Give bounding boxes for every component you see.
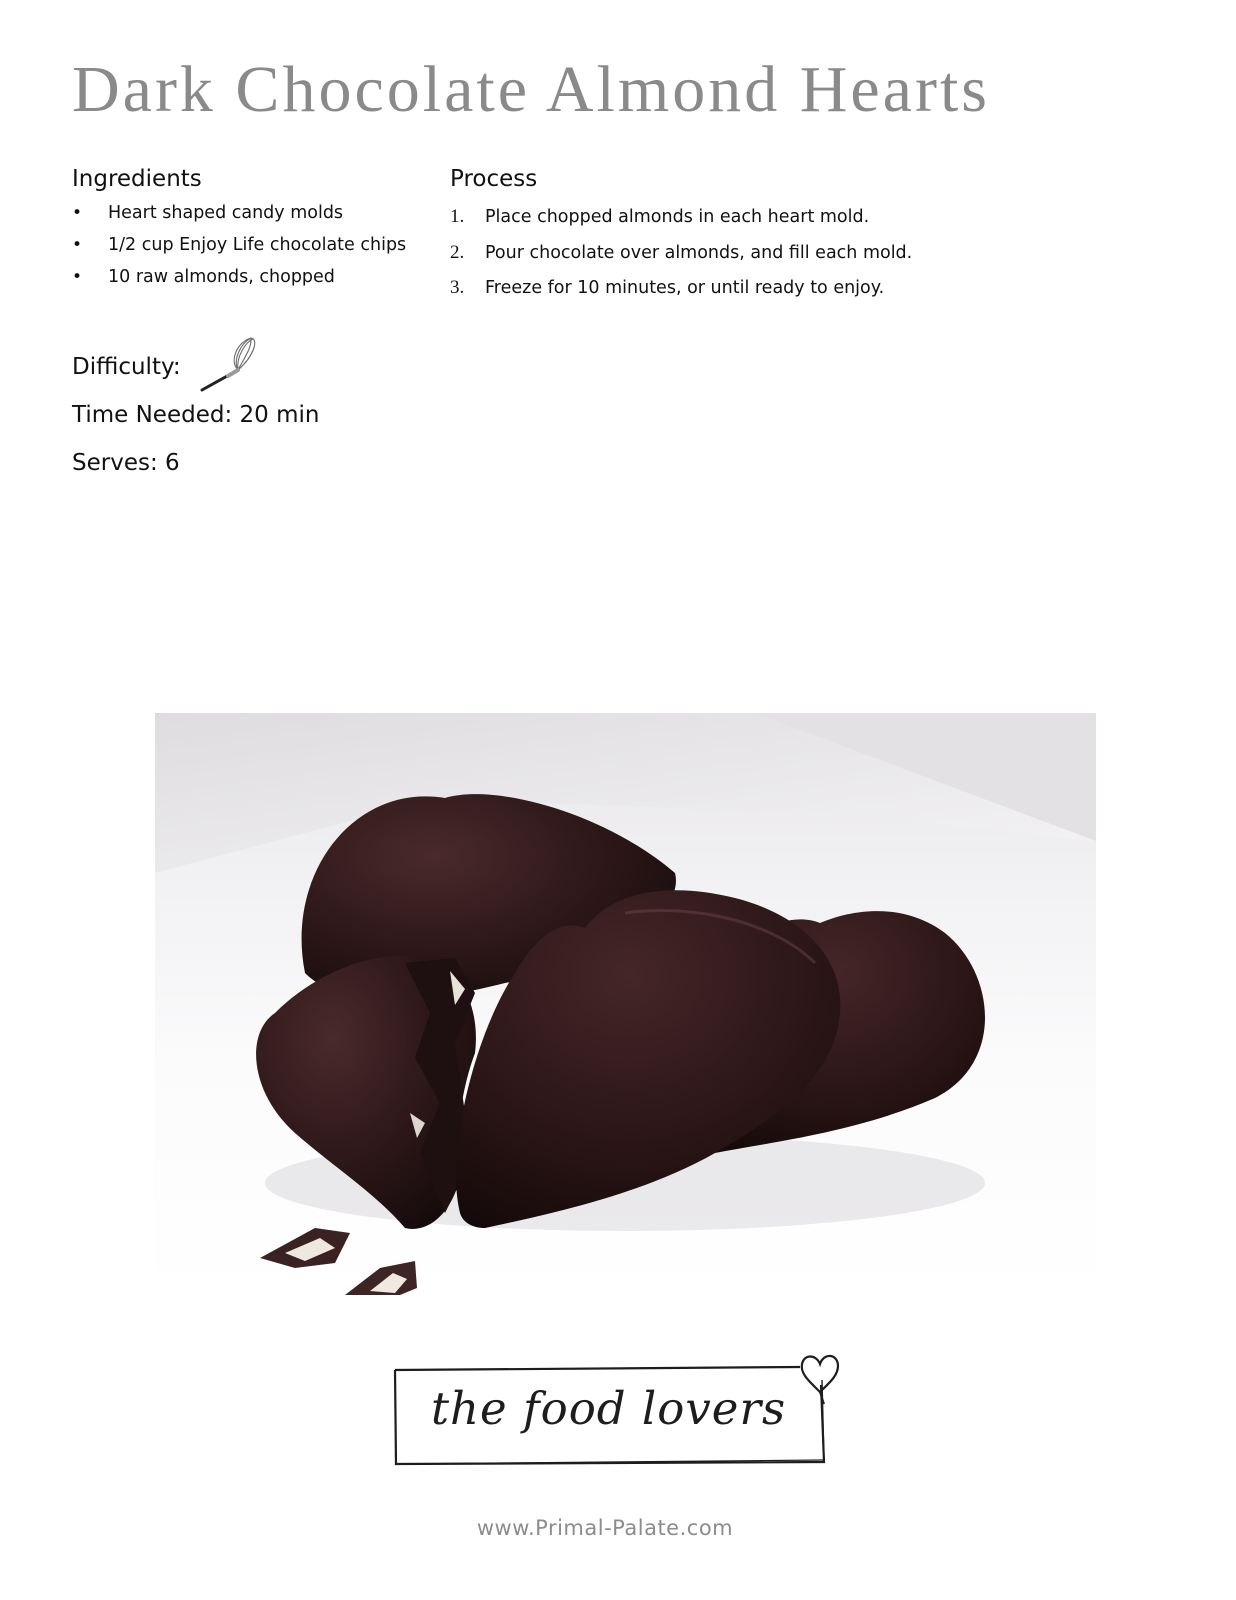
ingredient-text: 1/2 cup Enjoy Life chocolate chips [108, 235, 407, 255]
process-step [450, 241, 912, 277]
ingredient-item [72, 202, 406, 234]
ingredients-heading: Ingredients [72, 166, 202, 192]
recipe-title: Dark Chocolate Almond Hearts [72, 53, 990, 126]
step-number: 2. [450, 241, 465, 263]
step-text: Freeze for 10 minutes, or until ready to enjoy. [485, 278, 885, 298]
ingredient-item [72, 234, 406, 266]
process-step [450, 205, 912, 241]
process-step [450, 276, 912, 312]
step-number: 1. [450, 206, 465, 227]
step-number: 3. [450, 277, 465, 298]
bullet-icon: • [72, 235, 83, 255]
time-needed: Time Needed: 20 min [72, 402, 320, 428]
difficulty-label: Difficulty: [72, 354, 181, 380]
ingredients-list [72, 202, 406, 298]
bullet-icon: • [72, 203, 83, 223]
food-lovers-logo [386, 1340, 856, 1480]
footer-url: www.Primal-Palate.com [476, 1516, 734, 1540]
chocolate-hearts-photo [155, 713, 1096, 1295]
chocolate-hearts-illustration [155, 713, 1096, 1295]
ingredient-text: 10 raw almonds, chopped [108, 267, 335, 287]
ingredient-text: Heart shaped candy molds [108, 203, 344, 223]
process-heading: Process [450, 166, 538, 192]
step-text: Pour chocolate over almonds, and fill each mold. [485, 242, 913, 263]
logo-text: the food lovers [430, 1382, 787, 1435]
step-text: Place chopped almonds in each heart mold. [485, 207, 870, 227]
whisk-icon [196, 334, 260, 394]
bullet-icon: • [72, 267, 83, 287]
process-list [450, 205, 912, 312]
serves: Serves: 6 [72, 450, 180, 476]
ingredient-item [72, 266, 406, 298]
